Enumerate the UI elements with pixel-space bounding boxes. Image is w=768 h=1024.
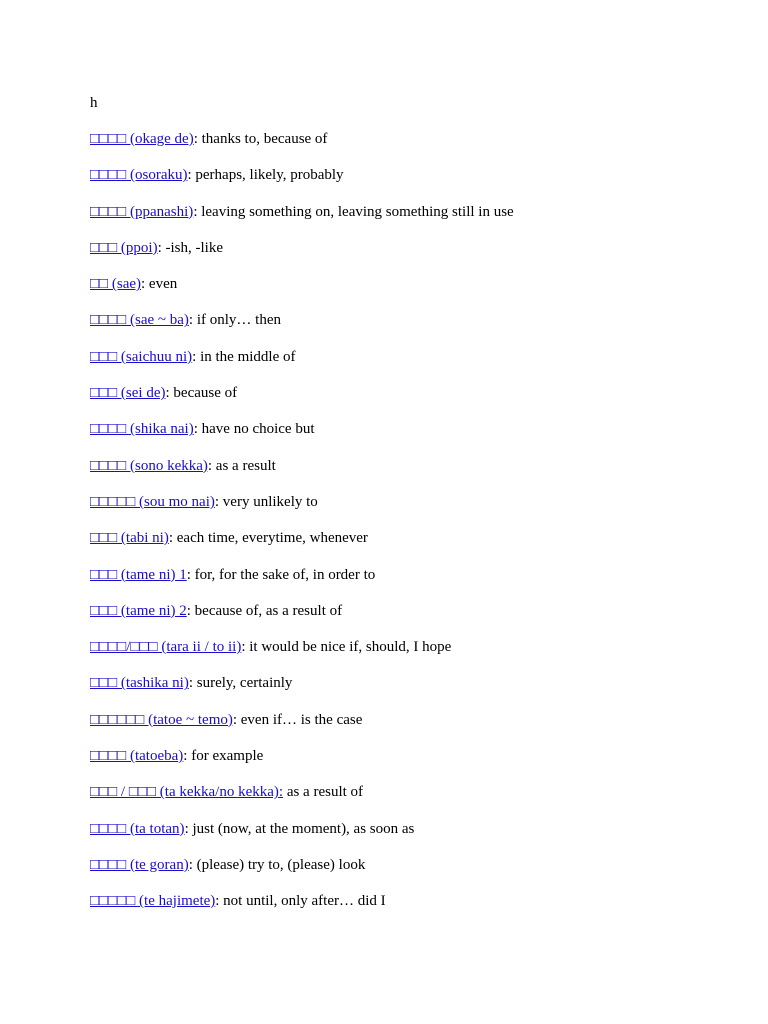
grammar-link[interactable]: □□□□ (sae ~ ba)	[90, 312, 189, 329]
list-item	[90, 202, 710, 222]
grammar-link[interactable]: □□□□/□□□ (tara ii / to ii)	[90, 639, 242, 656]
grammar-link[interactable]: □□□□ (te goran)	[90, 856, 189, 873]
list-item	[90, 891, 710, 911]
list-item	[90, 310, 710, 330]
list-item	[90, 238, 710, 258]
grammar-link[interactable]: □□□□ (ta totan)	[90, 820, 185, 837]
definition-text: : as a result	[207, 457, 276, 474]
definition-text: : because of, as a result of	[186, 602, 343, 619]
grammar-link[interactable]: □□□□ (tatoeba)	[90, 748, 184, 765]
list-item	[90, 673, 710, 693]
definition-text: : very unlikely to	[214, 493, 318, 510]
definition-text: : if only… then	[188, 312, 281, 329]
definition-text: : in the middle of	[192, 348, 296, 365]
list-item	[90, 819, 710, 839]
list-item	[90, 419, 710, 439]
grammar-link[interactable]: □□□□ (sono kekka)	[90, 457, 208, 474]
grammar-entry-list	[90, 129, 710, 911]
list-item	[90, 456, 710, 476]
document-page	[90, 93, 710, 928]
grammar-link[interactable]: □□ (sae)	[90, 276, 142, 293]
list-item	[90, 492, 710, 512]
grammar-link[interactable]: □□□ / □□□ (ta kekka/no kekka):	[90, 784, 284, 801]
grammar-link[interactable]: □□□ (ppoi)	[90, 239, 158, 256]
definition-text: : just (now, at the moment), as soon as	[184, 820, 415, 837]
definition-text: : (please) try to, (please) look	[188, 856, 366, 873]
definition-text: : each time, everytime, whenever	[168, 530, 368, 547]
list-item	[90, 746, 710, 766]
list-item	[90, 528, 710, 548]
definition-text: : thanks to, because of	[193, 131, 328, 147]
list-item	[90, 165, 710, 185]
list-item	[90, 637, 710, 657]
grammar-link[interactable]: □□□□□ (sou mo nai)	[90, 493, 215, 510]
grammar-link[interactable]: □□□□□ (te hajimete)	[90, 893, 216, 910]
list-item	[90, 274, 710, 294]
list-item	[90, 347, 710, 367]
grammar-link[interactable]: □□□□ (okage de)	[90, 131, 194, 147]
grammar-link[interactable]: □□□ (saichuu ni)	[90, 348, 193, 365]
definition-text: : perhaps, likely, probably	[187, 167, 344, 184]
grammar-link[interactable]: □□□□ (shika nai)	[90, 421, 194, 438]
grammar-link[interactable]: □□□ (tame ni) 1	[90, 566, 187, 583]
definition-text: : -ish, -like	[157, 239, 223, 256]
list-item	[90, 601, 710, 621]
grammar-link[interactable]: □□□□ (osoraku)	[90, 167, 188, 184]
list-item	[90, 710, 710, 730]
section-letter-heading: h	[90, 95, 98, 111]
definition-text: : for example	[183, 748, 264, 765]
definition-text: : surely, certainly	[188, 675, 293, 692]
list-item	[90, 383, 710, 403]
definition-text: : for, for the sake of, in order to	[186, 566, 376, 583]
definition-text: : not until, only after… did I	[215, 893, 386, 910]
definition-text: : even if… is the case	[232, 711, 363, 728]
grammar-link[interactable]: □□□ (tashika ni)	[90, 675, 189, 692]
list-item	[90, 855, 710, 875]
definition-text: : leaving something on, leaving something still in use	[193, 203, 514, 220]
list-item	[90, 782, 710, 802]
grammar-link[interactable]: □□□□□□ (tatoe ~ temo)	[90, 711, 233, 728]
definition-text: : it would be nice if, should, I hope	[241, 639, 452, 656]
grammar-link[interactable]: □□□ (tabi ni)	[90, 530, 169, 547]
grammar-link[interactable]: □□□ (tame ni) 2	[90, 602, 187, 619]
definition-text: : even	[141, 276, 178, 293]
grammar-link[interactable]: □□□ (sei de)	[90, 385, 166, 402]
definition-text: : have no choice but	[193, 421, 315, 438]
grammar-link[interactable]: □□□□ (ppanashi)	[90, 203, 194, 220]
list-item	[90, 565, 710, 585]
definition-text: : because of	[165, 385, 238, 402]
list-item	[90, 129, 710, 149]
definition-text: as a result of	[283, 784, 364, 801]
